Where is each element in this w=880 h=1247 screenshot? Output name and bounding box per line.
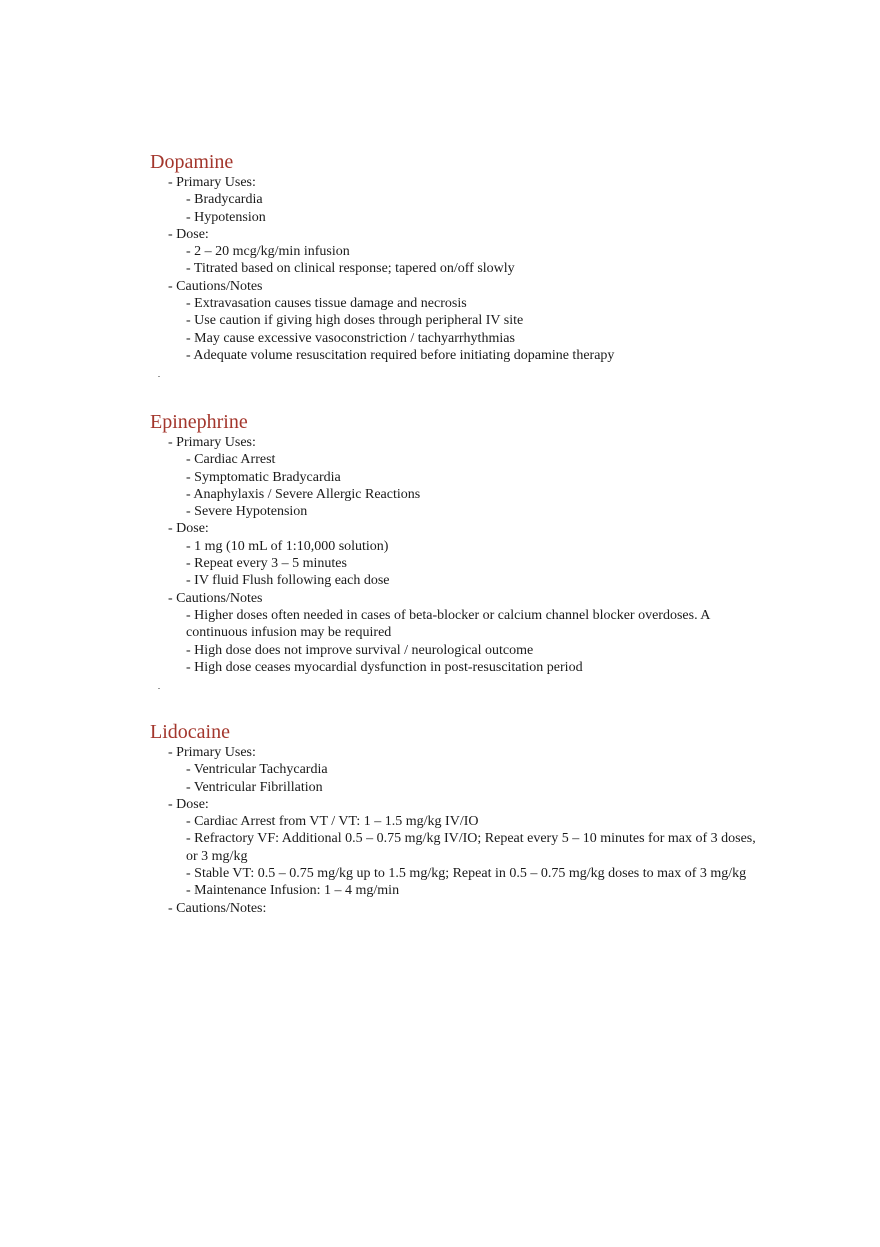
group-dose	[150, 796, 770, 900]
group-primary-uses	[150, 434, 770, 520]
group-cautions-notes	[150, 590, 770, 676]
list-item: - Symptomatic Bradycardia	[186, 469, 341, 485]
list-item: - Cardiac Arrest	[186, 452, 276, 468]
group-dose	[150, 520, 770, 589]
drug-title-epinephrine: Epinephrine	[150, 411, 248, 433]
list-item: - High dose does not improve survival / neurological outcome	[186, 642, 534, 658]
list-item: - Stable VT: 0.5 – 0.75 mg/kg up to 1.5 mg/kg; Repeat in 0.5 – 0.75 mg/kg doses to max of 3 mg/kg	[186, 866, 747, 882]
section-epinephrine	[150, 410, 770, 676]
list-item: - May cause excessive vasoconstriction / tachyarrhythmias	[186, 330, 515, 346]
list-item: - Bradycardia	[186, 192, 263, 208]
list-item: - 2 – 20 mcg/kg/min infusion	[186, 244, 350, 260]
list-item: - Refractory VF: Additional 0.5 – 0.75 mg/kg IV/IO; Repeat every 5 – 10 minutes for max of 3 doses, or 3 mg/kg	[186, 831, 756, 864]
group-label: - Dose:	[168, 796, 209, 812]
list-item: - Ventricular Fibrillation	[186, 779, 323, 795]
group-label: - Dose:	[168, 521, 209, 537]
section-dopamine	[150, 150, 770, 364]
group-primary-uses	[150, 744, 770, 796]
group-label: - Cautions/Notes:	[168, 900, 267, 916]
list-item: - Severe Hypotension	[186, 504, 308, 520]
list-item: - Higher doses often needed in cases of beta-blocker or calcium channel blocker overdoses. A continuous infusion may be required	[186, 607, 710, 641]
stray-mark	[158, 688, 160, 689]
group-label: - Primary Uses:	[168, 745, 256, 760]
drug-title-lidocaine: Lidocaine	[150, 721, 230, 743]
drug-title-dopamine: Dopamine	[150, 151, 234, 173]
group-label: - Primary Uses:	[168, 435, 256, 450]
list-item: - Ventricular Tachycardia	[186, 762, 328, 778]
list-item: - Adequate volume resuscitation required before initiating dopamine therapy	[186, 347, 615, 363]
group-label: - Dose:	[168, 226, 209, 242]
list-item: - 1 mg (10 mL of 1:10,000 solution)	[186, 538, 389, 554]
section-lidocaine	[150, 720, 770, 917]
group-label: - Cautions/Notes	[168, 278, 263, 294]
group-label: - Primary Uses:	[168, 175, 256, 190]
group-label: - Cautions/Notes	[168, 590, 263, 606]
list-item: - Hypotension	[186, 209, 266, 225]
list-item: - Extravasation causes tissue damage and necrosis	[186, 296, 467, 312]
list-item: - Repeat every 3 – 5 minutes	[186, 556, 347, 572]
group-cautions-notes	[150, 900, 770, 917]
list-item: - Use caution if giving high doses through peripheral IV site	[186, 313, 524, 329]
group-dose	[150, 226, 770, 278]
group-cautions-notes	[150, 278, 770, 364]
list-item: - Cardiac Arrest from VT / VT: 1 – 1.5 mg/kg IV/IO	[186, 814, 479, 830]
list-item: - Anaphylaxis / Severe Allergic Reactions	[186, 486, 421, 502]
list-item: - Titrated based on clinical response; tapered on/off slowly	[186, 261, 515, 277]
list-item: - High dose ceases myocardial dysfunction in post-resuscitation period	[186, 659, 583, 675]
group-primary-uses	[150, 174, 770, 226]
list-item: - Maintenance Infusion: 1 – 4 mg/min	[186, 883, 400, 899]
list-item: - IV fluid Flush following each dose	[186, 573, 390, 589]
stray-mark	[158, 376, 160, 377]
